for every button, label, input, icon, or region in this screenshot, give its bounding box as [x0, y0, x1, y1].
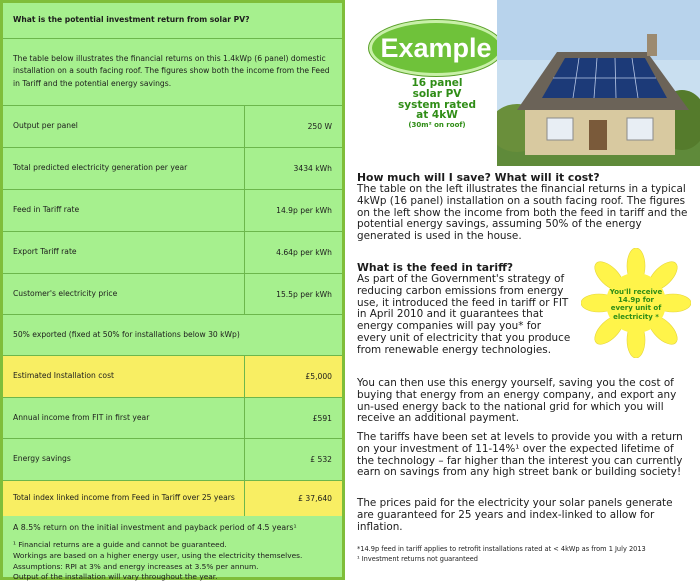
note: Workings are based on a higher energy user, using the electricity themselves. — [13, 550, 303, 560]
starburst-line: every unit of — [610, 304, 662, 313]
table-row — [3, 148, 342, 190]
row-label: Estimated Installation cost — [13, 371, 115, 381]
starburst-line: You'll receive — [609, 288, 663, 296]
row-label: Customer's electricity price — [13, 288, 118, 298]
row-value: £ 37,640 — [244, 481, 342, 516]
row-label: Export Tariff rate — [13, 247, 77, 257]
starburst-text — [601, 288, 671, 321]
row-value: 15.5p per kWh — [244, 274, 342, 314]
para-savings: The table on the left illustrates the financial returns in a typical 4kWp (16 panel) installation on a south facing roof. The figures on the left show the income from both the feed in tariff and the potential energy savings, assuming 50% of the energy generated is used in the house. — [357, 183, 688, 243]
row-value: 3434 kWh — [244, 148, 342, 189]
investment-panel — [0, 0, 345, 580]
footnote-tariff: *14.9p feed in tariff applies to retrofit installations rated at < 4kWp as from 1 July 2013 — [357, 545, 646, 553]
row-value: 250 W — [244, 106, 342, 147]
row-label: Feed in Tariff rate — [13, 205, 80, 215]
starburst-line: electricity * — [613, 312, 659, 321]
example-badge — [369, 20, 503, 76]
example-badge-label: Example — [380, 32, 492, 63]
table-intro: The table below illustrates the financial returns on this 1.4kWp (6 panel) domestic installation on a south facing roof. The figures show both the income from the Feed in Tariff and the potential energy savings. — [13, 54, 330, 88]
table-row — [3, 398, 342, 439]
row-value: £591 — [244, 398, 342, 438]
table-row — [3, 232, 342, 274]
row-label: Energy savings — [13, 454, 71, 464]
row-label: Total predicted electricity generation per year — [13, 163, 188, 173]
note: ¹ Financial returns are a guide and cannot be guaranteed. — [13, 540, 227, 549]
caption-line: 16 panel — [411, 77, 463, 89]
table-row — [3, 274, 342, 315]
para-fit: As part of the Government's strategy of reducing carbon emissions from energy use, it introduced the feed in tariff or FIT in April 2010 and it guarantees that energy companies will pay you* for every unit of electricity that you produce from renewable energy technologies. — [357, 273, 571, 356]
row-label: 50% exported (fixed at 50% for installations below 30 kWp) — [13, 329, 240, 339]
caption-line: system rated — [397, 98, 476, 111]
para-export: You can then use this energy yourself, saving you the cost of buying that energy from an energy company, and export any un-used energy back to the national grid for which you will receive an additional payment. — [357, 377, 677, 425]
starburst-line: 14.9p for — [617, 296, 655, 305]
row-label: Annual income from FIT in first year — [13, 412, 150, 422]
row-label: Output per panel — [13, 121, 78, 131]
table-header: What is the potential investment return from solar PV? — [13, 15, 250, 25]
table-intro-row — [3, 39, 342, 106]
row-value: 14.9p per kWh — [244, 190, 342, 231]
table-row — [3, 106, 342, 148]
table-header-row — [3, 3, 342, 39]
example-caption — [387, 78, 487, 130]
caption-sub: (30m² on roof) — [408, 121, 466, 130]
note: Output of the installation will vary throughout the year. — [13, 572, 218, 582]
caption-line: solar PV — [412, 87, 462, 100]
table-row-highlight — [3, 356, 342, 398]
table-row-highlight — [3, 481, 342, 516]
row-value: 4.64p per kWh — [244, 232, 342, 273]
table-row — [3, 315, 342, 356]
caption-line: at 4kW — [416, 109, 458, 122]
house-solar-photo — [497, 0, 700, 166]
heading-savings: How much will I save? What will it cost? — [357, 171, 600, 184]
article-panel — [345, 0, 700, 580]
investment-table — [3, 3, 342, 582]
row-value: £5,000 — [244, 356, 342, 397]
table-row — [3, 439, 342, 481]
heading-fit: What is the feed in tariff? — [357, 261, 514, 274]
row-value: £ 532 — [244, 439, 342, 480]
footnote-returns: ¹ Investment returns not guaranteed — [357, 555, 478, 563]
table-notes — [13, 540, 334, 583]
table-summary: A 8.5% return on the initial investment and payback period of 4.5 years¹ — [13, 523, 297, 532]
para-returns: The tariffs have been set at levels to provide you with a return on your investment of 11-14%¹ over the expected lifetime of the technology – far higher than the interest you can currently earn on savings from any high street bank or building society! — [357, 431, 683, 479]
row-label: Total index linked income from Feed in Tariff over 25 years — [13, 493, 235, 503]
note: Assumptions: RPI at 3% and energy increases at 3.5% per annum. — [13, 561, 259, 571]
table-row — [3, 190, 342, 232]
para-guarantee: The prices paid for the electricity your solar panels generate are guaranteed for 25 years and index-linked to allow for inflation. — [357, 497, 673, 533]
